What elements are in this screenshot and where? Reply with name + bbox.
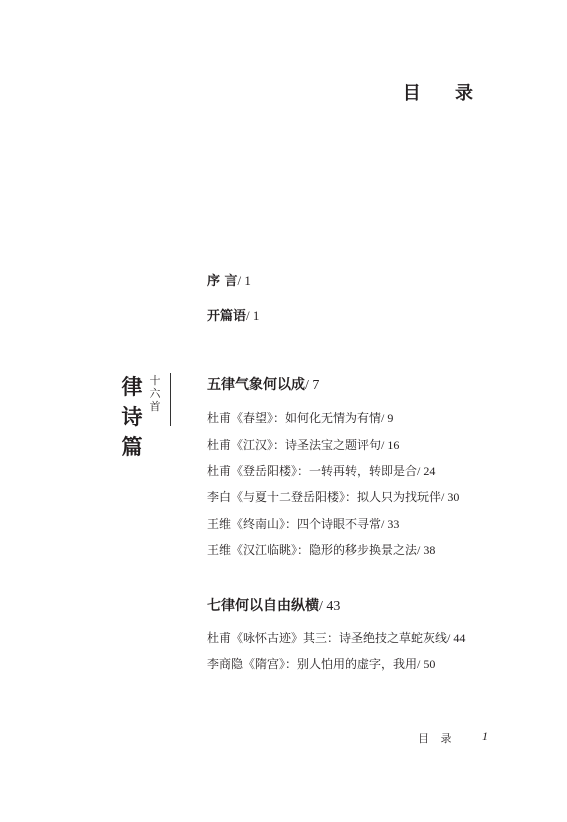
entry-title: 开篇语: [207, 309, 247, 324]
entry-title: 杜甫《登岳阳楼》：一转再转，转即是合: [207, 464, 418, 478]
section-count-char: 六: [149, 387, 161, 400]
section-divider: [170, 373, 171, 426]
group-title: 七律何以自由纵横: [207, 598, 319, 614]
toc-entry[interactable]: [207, 436, 399, 453]
toc-entry-opening[interactable]: [207, 305, 259, 324]
toc-entry[interactable]: [207, 541, 435, 558]
page-number: / 43: [319, 599, 341, 614]
running-head: 目 录: [418, 732, 456, 745]
entry-title: 杜甫《江汉》：诗圣法宝之题评句: [207, 438, 382, 452]
toc-entry[interactable]: [207, 655, 435, 672]
page-number: / 38: [417, 543, 436, 557]
toc-group-heading[interactable]: [207, 595, 340, 615]
entry-title: 王维《终南山》：四个诗眼不寻常: [207, 517, 382, 531]
page-number: / 50: [417, 657, 436, 671]
page-number: / 24: [417, 464, 436, 478]
section-title: [121, 372, 143, 462]
section-title-char: 律: [121, 374, 143, 399]
entry-title: 杜甫《春望》：如何化无情为有情: [207, 411, 382, 425]
group-title: 五律气象何以成: [207, 377, 305, 393]
toc-entry-preface[interactable]: [207, 270, 251, 289]
entry-title: 王维《汉江临眺》：隐形的移步换景之法: [207, 543, 418, 557]
section-count-char: 十: [149, 374, 161, 387]
page-number: / 16: [381, 438, 400, 452]
toc-entry[interactable]: [207, 629, 465, 646]
toc-group-heading[interactable]: [207, 374, 319, 394]
page-title: 目 录: [402, 83, 487, 104]
toc-entry[interactable]: [207, 409, 393, 426]
page-number: / 30: [441, 490, 460, 504]
folio-page-number: 1: [482, 729, 488, 743]
entry-title: 杜甫《咏怀古迹》其三：诗圣绝技之草蛇灰线: [207, 631, 448, 645]
section-title-char: 篇: [121, 434, 143, 459]
toc-entry[interactable]: [207, 515, 399, 532]
section-count-char: 首: [149, 400, 161, 413]
page-number: / 9: [381, 411, 394, 425]
toc-entry[interactable]: [207, 488, 459, 505]
page-number: / 1: [246, 308, 260, 323]
page-number: / 44: [447, 631, 466, 645]
page-number: / 7: [305, 378, 320, 393]
toc-entry[interactable]: [207, 462, 435, 479]
page-number: / 1: [237, 273, 251, 288]
section-count: [149, 374, 161, 413]
page-number: / 33: [381, 517, 400, 531]
entry-title: 李白《与夏十二登岳阳楼》：拟人只为找玩伴: [207, 490, 442, 504]
entry-title: 序 言: [207, 274, 238, 289]
section-title-char: 诗: [121, 404, 143, 429]
entry-title: 李商隐《隋宫》：别人怕用的虚字，我用: [207, 657, 418, 671]
